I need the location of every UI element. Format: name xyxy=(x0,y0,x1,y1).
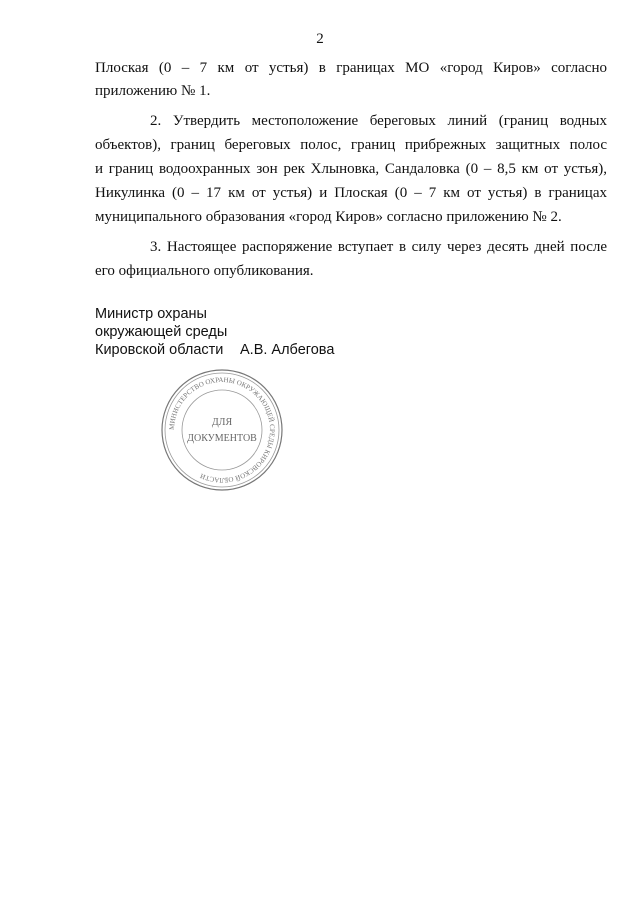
signatory-title-line: Кировской области xyxy=(95,342,224,358)
paragraph-3-line: 3. Настоящее распоряжение вступает в силу через десять дней после xyxy=(150,239,607,255)
paragraph-1-line: приложению № 1. xyxy=(95,83,211,99)
paragraph-2-line: 2. Утвердить местоположение береговых линий (границ водных xyxy=(150,113,607,129)
stamp-ring-text: МИНИСТЕРСТВО ОХРАНЫ ОКРУЖАЮЩЕЙ СРЕДЫ КИРОВСКОЙ ОБЛАСТИ xyxy=(167,375,277,485)
paragraph-3-line: его официального опубликования. xyxy=(95,263,314,279)
stamp-center-line: ДОКУМЕНТОВ xyxy=(187,433,257,444)
paragraph-1-line: Плоская (0 – 7 км от устья) в границах МО «город Киров» согласно xyxy=(95,60,607,76)
page-number: 2 xyxy=(316,31,324,47)
signatory-title-line: окружающей среды xyxy=(95,324,228,340)
signatory-title-line: Министр охраны xyxy=(95,306,207,322)
official-stamp xyxy=(160,368,284,492)
svg-text:МИНИСТЕРСТВО ОХРАНЫ ОКРУЖАЮЩЕЙ xyxy=(168,376,276,484)
paragraph-2-line: Никулинка (0 – 17 км от устья) и Плоская (0 – 7 км от устья) в границах xyxy=(95,185,607,201)
paragraph-2-line: и границ водоохранных зон рек Хлыновка, Сандаловка (0 – 8,5 км от устья), xyxy=(95,161,607,177)
signatory-name: А.В. Албегова xyxy=(240,342,335,358)
paragraph-2-line: объектов), границ береговых полос, границ прибрежных защитных полос xyxy=(95,137,607,153)
stamp-center-line: ДЛЯ xyxy=(211,417,233,428)
paragraph-2-line: муниципального образования «город Киров» согласно приложению № 2. xyxy=(95,209,562,225)
